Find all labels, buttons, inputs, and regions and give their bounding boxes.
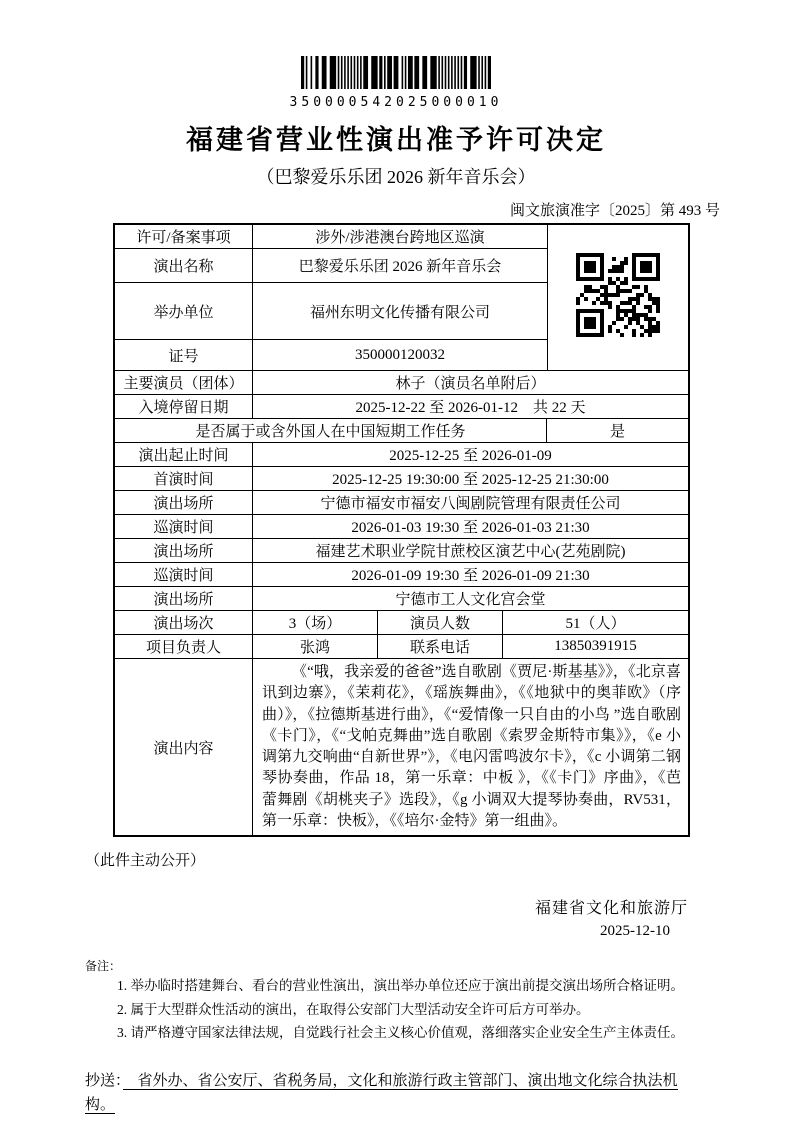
row-value: 张鸿 <box>252 635 377 658</box>
row-value: 3（场） <box>252 611 377 634</box>
row-value: 2025-12-25 至 2026-01-09 <box>252 443 688 466</box>
cc-block <box>85 1069 707 1117</box>
note-item: 2. 属于大型群众性活动的演出，在取得公安部门大型活动安全许可后方可举办。 <box>117 1001 590 1017</box>
table-row <box>115 514 688 538</box>
page-subtitle: （巴黎爱乐乐团 2026 新年音乐会） <box>256 167 536 187</box>
note-item: 3. 请严格遵守国家法律法规，自觉践行社会主义核心价值观，落细落实企业安全生产主体责任。 <box>117 1025 684 1041</box>
row-label: 证号 <box>168 348 199 365</box>
row-value: 13850391915 <box>502 635 688 658</box>
table-top-section <box>115 225 688 370</box>
row-label: 首演时间 <box>153 472 214 488</box>
row-label: 项目负责人 <box>145 640 221 656</box>
cc-recipients: 省外办、省公安厅、省税务局，文化和旅游行政主管部门、演出地文化综合执法机构。 <box>85 1072 678 1113</box>
row-label: 演出场所 <box>153 496 214 512</box>
row-label: 演出场所 <box>153 544 214 560</box>
table-row <box>115 418 688 442</box>
row-value: 2025-12-25 19:30:00 至 2025-12-25 21:30:00 <box>252 467 688 490</box>
row-value: 宁德市福安市福安八闽剧院管理有限责任公司 <box>252 491 688 514</box>
row-label: 演出场次 <box>153 616 214 632</box>
row-label: 举办单位 <box>153 304 214 321</box>
row-label: 入境停留日期 <box>138 400 229 416</box>
row-value: 2026-01-09 19:30 至 2026-01-09 21:30 <box>252 563 688 586</box>
row-value: 涉外/涉港澳台跨地区巡演 <box>252 225 547 248</box>
row-label: 演员人数 <box>377 611 502 634</box>
barcode-block <box>85 56 707 110</box>
notes-label: 备注： <box>85 959 122 974</box>
qr-code-icon <box>547 225 688 370</box>
table-row <box>115 370 688 394</box>
row-value: 宁德市工人文化宫会堂 <box>252 587 688 610</box>
row-label: 巡演时间 <box>153 520 214 536</box>
table-row <box>115 339 547 370</box>
row-value: 巴黎爱乐乐团 2026 新年音乐会 <box>252 249 547 282</box>
disclosure-note: （此件主动公开） <box>85 853 206 870</box>
table-row <box>115 248 547 282</box>
row-label: 是否属于或含外国人在中国短期工作任务 <box>195 424 466 440</box>
row-value: 2025-12-22 至 2026-01-12 共 22 天 <box>252 395 688 418</box>
row-value: 是 <box>546 419 688 442</box>
row-value: 2026-01-03 19:30 至 2026-01-03 21:30 <box>252 515 688 538</box>
performance-content: 《“哦，我亲爱的爸爸”选自歌剧《贾尼·斯基基》》，《北京喜讯到边寨》，《茉莉花》，《瑶族舞曲》，《《地狱中的奥菲欧》（序曲）》，《拉德斯基进行曲》，《“爱情像一只自由的小鸟 ”选自歌剧《卡门》，《“戈帕克舞曲”选自歌剧《索罗金斯特市集》》，《e 小调第九交响曲“自新世界”》，《电闪雷鸣波尔卡》，《c 小调第二钢琴协奏曲，作品 18，第一乐章：中板 》，《《卡门》序曲》，《芭蕾舞剧《胡桃夹子》选段》，《g 小调双大提琴协奏曲，RV531，第一乐章：快板》，《《培尔·金特》第一组曲》。 <box>252 659 688 835</box>
note-item: 1. 举办临时搭建舞台、看台的营业性演出，演出举办单位还应于演出前提交演出场所合格证明。 <box>117 978 684 994</box>
table-row <box>115 538 688 562</box>
permit-table <box>113 223 690 837</box>
row-value: 福州东明文化传播有限公司 <box>252 283 547 339</box>
cc-label: 抄送： <box>85 1072 123 1089</box>
table-row <box>115 282 547 339</box>
table-row <box>115 442 688 466</box>
document-number: 闽文旅演准字〔2025〕第 493 号 <box>509 203 720 219</box>
table-row <box>115 225 547 248</box>
issue-date: 2025-12-10 <box>600 923 670 940</box>
issuing-authority: 福建省文化和旅游厅 <box>534 900 688 918</box>
row-value: 350000120032 <box>252 340 547 370</box>
page-title: 福建省营业性演出准予许可决定 <box>186 125 606 155</box>
row-label: 许可/备案事项 <box>136 230 231 246</box>
table-row <box>115 610 688 634</box>
row-label: 演出名称 <box>153 259 214 275</box>
row-label: 演出场所 <box>153 592 214 608</box>
row-value: 林子（演员名单附后） <box>252 371 688 394</box>
row-label: 联系电话 <box>377 635 502 658</box>
row-value: 福建艺术职业学院甘蔗校区演艺中心(艺苑剧院) <box>252 539 688 562</box>
table-row <box>115 562 688 586</box>
table-row <box>115 634 688 658</box>
table-row <box>115 490 688 514</box>
barcode-number: 350000542025000010 <box>289 95 503 110</box>
barcode-icon <box>301 56 491 94</box>
table-row <box>115 466 688 490</box>
row-label: 巡演时间 <box>153 568 214 584</box>
table-row <box>115 394 688 418</box>
row-label: 演出内容 <box>153 740 214 757</box>
row-label: 演出起止时间 <box>138 448 229 464</box>
table-row-content <box>115 658 688 835</box>
row-label: 主要演员（团体） <box>123 376 244 392</box>
table-row <box>115 586 688 610</box>
row-value: 51（人） <box>502 611 688 634</box>
